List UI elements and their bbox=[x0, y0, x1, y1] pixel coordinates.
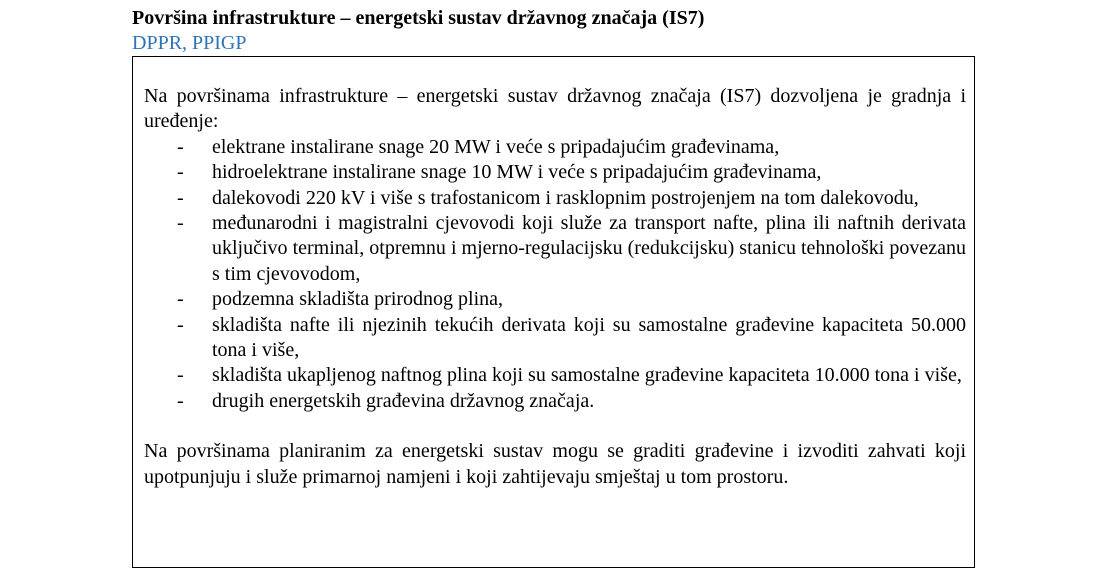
list-item bbox=[144, 363, 966, 388]
list-bullet: - bbox=[177, 135, 184, 158]
list-item bbox=[144, 186, 966, 211]
section-title: Površina infrastrukture – energetski sustav državnog značaja (IS7) bbox=[132, 7, 705, 29]
list-bullet: - bbox=[177, 313, 184, 336]
content-body bbox=[144, 84, 966, 490]
list-item bbox=[144, 160, 966, 185]
list-item bbox=[144, 287, 966, 312]
list-bullet: - bbox=[177, 389, 184, 412]
intro-paragraph: Na površinama infrastrukture – energetski sustav državnog značaja (IS7) dozvoljena je gradnja i uređenje: bbox=[144, 85, 966, 133]
list-item bbox=[144, 389, 966, 414]
paragraph-spacer bbox=[144, 414, 966, 439]
list-item bbox=[144, 135, 966, 160]
list-item-text: skladišta nafte ili njezinih tekućih derivata koji su samostalne građevine kapaciteta 50.000 tona i više, bbox=[212, 313, 966, 362]
list-item-text: hidroelektrane instalirane snage 10 MW i veće s pripadajućim građevinama, bbox=[212, 161, 822, 184]
list-item-text: dalekovodi 220 kV i više s trafostanicom i rasklopnim postrojenjem na tom dalekovodu, bbox=[212, 186, 919, 209]
list-item-text: elektrane instalirane snage 20 MW i veće s pripadajućim građevinama, bbox=[212, 135, 780, 158]
list-item bbox=[144, 211, 966, 287]
list-bullet: - bbox=[177, 288, 184, 311]
list-item bbox=[144, 313, 966, 364]
plan-reference: DPPR, PPIGP bbox=[132, 32, 247, 54]
list-bullet: - bbox=[177, 161, 184, 184]
allowed-works-list bbox=[144, 135, 966, 414]
list-bullet: - bbox=[177, 186, 184, 209]
list-bullet: - bbox=[177, 212, 184, 235]
list-bullet: - bbox=[177, 364, 184, 387]
closing-paragraph: Na površinama planiranim za energetski sustav mogu se graditi građevine i izvoditi zahvati koji upotpunjuju i služe primarnoj namjeni i koji zahtijevaju smještaj u tom prostoru. bbox=[144, 440, 966, 488]
content-box bbox=[132, 56, 975, 568]
list-item-text: skladišta ukapljenog naftnog plina koji su samostalne građevine kapaciteta 10.000 tona i više, bbox=[212, 364, 962, 387]
list-item-text: podzemna skladišta prirodnog plina, bbox=[212, 288, 504, 311]
list-item-text: međunarodni i magistralni cjevovodi koji služe za transport nafte, plina ili naftnih derivata uključivo terminal, otpremnu i mjerno-regulacijsku (redukcijsku) stanicu tehnološki povezanu s tim cjevovodom, bbox=[212, 212, 966, 285]
list-item-text: drugih energetskih građevina državnog značaja. bbox=[212, 389, 595, 412]
